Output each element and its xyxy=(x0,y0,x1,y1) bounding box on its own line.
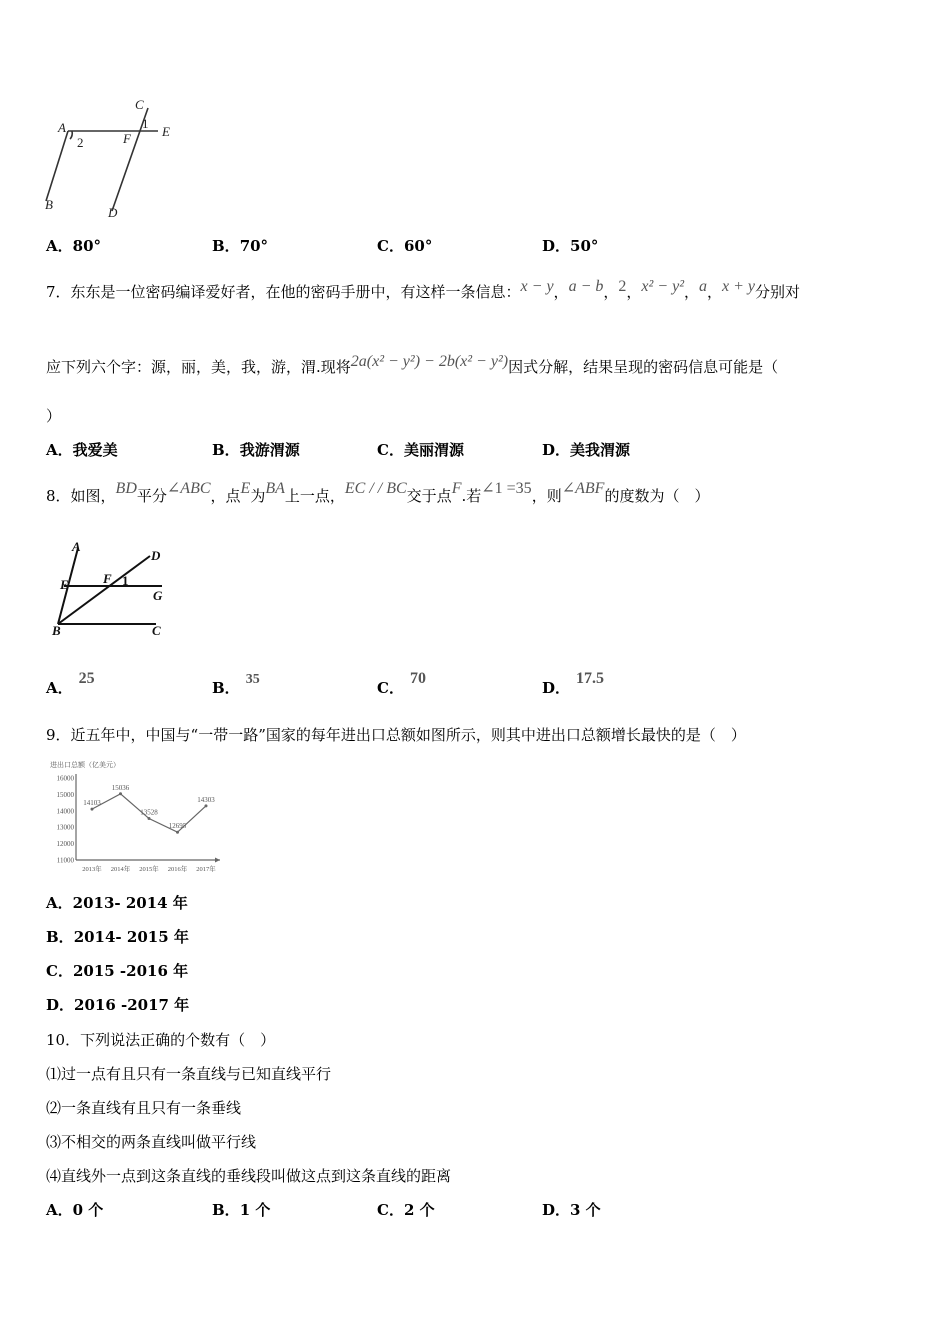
q10-statement-1: ⑴过一点有且只有一条直线与已知直线平行 xyxy=(46,1065,332,1083)
q9-chart xyxy=(46,756,226,878)
chart-value-label: 13528 xyxy=(140,808,158,817)
fig6-label-1: 1 xyxy=(142,116,149,131)
chart-ylabel: 进出口总额（亿美元） xyxy=(50,761,120,769)
fig8-label-b: B xyxy=(52,623,61,638)
chart-x-tick-label: 2013年 xyxy=(82,866,102,873)
chart-value-label: 12695 xyxy=(168,822,187,831)
fig6-label-f: F xyxy=(123,131,131,146)
chart-y-tick-label: 12000 xyxy=(56,840,74,849)
chart-x-tick-label: 2014年 xyxy=(110,866,131,873)
fig8-label-1: 1 xyxy=(122,573,129,588)
q9-option-a: A．2013- 2014 年 xyxy=(46,894,188,912)
q10-statement-4: ⑷直线外一点到这条直线的垂线段叫做这点到这条直线的距离 xyxy=(46,1167,452,1185)
chart-y-tick-label: 15000 xyxy=(56,790,74,799)
q6-option-a: A．80° xyxy=(46,237,102,255)
q7-line1: 7．东东是一位密码编译爱好者，在他的密码手册中，有这样一条信息：x − y，a − b，2，x² − y²，a，x + y分别对 xyxy=(46,278,801,301)
q10-option-c: C．2 个 xyxy=(377,1201,435,1219)
fig8-label-a: A xyxy=(72,539,81,554)
q7-option-a: A．我爱美 xyxy=(46,441,118,459)
fig6-label-d: D xyxy=(108,205,118,220)
fig6-label-b: B xyxy=(45,197,53,212)
q10-statement-2: ⑵一条直线有且只有一条垂线 xyxy=(46,1099,242,1117)
q9-option-b: B．2014- 2015 年 xyxy=(46,928,189,946)
chart-y-tick-label: 16000 xyxy=(56,774,74,783)
q6-option-c: C．60° xyxy=(377,237,433,255)
chart-point xyxy=(148,817,151,820)
chart-x-tick-label: 2016年 xyxy=(167,866,188,873)
chart-point xyxy=(176,831,179,834)
q7-line3: ） xyxy=(46,407,62,425)
q8-option-c: C．70 xyxy=(377,670,426,697)
fig6-label-a: A xyxy=(58,120,66,135)
q9-option-d: D．2016 -2017 年 xyxy=(46,996,190,1014)
chart-y-tick-label: 11000 xyxy=(56,856,74,865)
q10-option-b: B．1 个 xyxy=(212,1201,271,1219)
chart-point xyxy=(91,808,94,811)
fig6-label-e: E xyxy=(162,124,170,139)
chart-x-tick-label: 2017年 xyxy=(196,866,216,873)
chart-point xyxy=(205,804,208,807)
chart-y-tick-label: 13000 xyxy=(56,823,74,832)
chart-value-label: 14103 xyxy=(83,799,101,808)
fig8-label-f: F xyxy=(103,571,112,586)
q9-question: 9．近五年中，中国与“一带一路”国家的每年进出口总额如图所示，则其中进出口总额增长最快的是（ ） xyxy=(46,726,746,744)
q8-option-d: D．17.5 xyxy=(542,670,605,697)
q7-line2: 应下列六个字：源，丽，美，我，游，渭.现将2a(x² − y²) − 2b(x² − y²)因式分解，结果呈现的密码信息可能是（ xyxy=(46,353,779,376)
q8-figure xyxy=(44,536,174,646)
chart-point xyxy=(119,792,122,795)
q7-option-d: D．美我渭源 xyxy=(542,441,631,459)
q10-option-a: A．0 个 xyxy=(46,1201,104,1219)
q10-option-d: D．3 个 xyxy=(542,1201,601,1219)
q6-option-d: D．50° xyxy=(542,237,599,255)
q10-question: 10．下列说法正确的个数有（ ） xyxy=(46,1031,276,1049)
chart-x-arrow xyxy=(215,858,220,863)
fig6-label-c: C xyxy=(135,97,144,112)
fig8-label-g: G xyxy=(153,588,163,603)
fig8-label-d: D xyxy=(151,548,161,563)
q7-option-b: B．我游渭源 xyxy=(212,441,300,459)
q7-option-c: C．美丽渭源 xyxy=(377,441,464,459)
q8-option-b: B． 35 xyxy=(212,672,260,697)
fig6-label-2: 2 xyxy=(77,135,84,150)
chart-value-label: 15036 xyxy=(111,783,130,792)
q6-option-b: B．70° xyxy=(212,237,269,255)
q6-figure xyxy=(40,96,190,222)
fig8-label-e: E xyxy=(60,577,69,592)
chart-value-label: 14303 xyxy=(197,795,215,804)
q9-option-c: C．2015 -2016 年 xyxy=(46,962,189,980)
chart-y-tick-label: 14000 xyxy=(56,807,74,816)
q8-option-a: A．25 xyxy=(46,670,95,697)
q8-line: 8．如图，BD平分∠ABC，点E为BA上一点，EC / / BC交于点F.若∠1 =35，则∠ABF的度数为（ ） xyxy=(46,480,710,505)
q10-statement-3: ⑶不相交的两条直线叫做平行线 xyxy=(46,1133,257,1151)
chart-x-tick-label: 2015年 xyxy=(139,866,159,873)
fig8-label-c: C xyxy=(152,623,161,638)
